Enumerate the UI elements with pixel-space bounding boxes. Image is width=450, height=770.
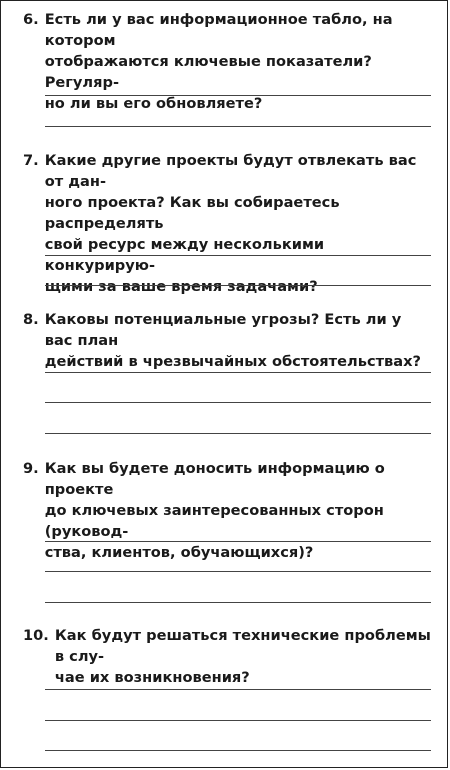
answer-line[interactable] bbox=[45, 750, 431, 751]
answer-line[interactable] bbox=[45, 126, 431, 127]
question-9-text bbox=[23, 458, 431, 563]
question-number: 7. bbox=[23, 152, 39, 169]
question-number: 9. bbox=[23, 460, 39, 477]
answer-line[interactable] bbox=[45, 689, 431, 690]
question-line: отображаются ключевые показатели? Регуляр- bbox=[44, 53, 372, 91]
answer-line[interactable] bbox=[45, 372, 431, 373]
answer-line[interactable] bbox=[45, 255, 431, 256]
question-line: Каковы потенциальные угрозы? Есть ли у вас план bbox=[44, 311, 402, 349]
question-line: Как вы будете доносить информацию о проекте bbox=[44, 460, 385, 498]
answer-line[interactable] bbox=[45, 602, 431, 603]
question-10-text bbox=[23, 625, 431, 688]
question-10 bbox=[23, 625, 431, 688]
question-6 bbox=[23, 9, 431, 114]
question-line: Есть ли у вас информационное табло, на котором bbox=[44, 11, 393, 49]
answer-line[interactable] bbox=[45, 433, 431, 434]
answer-line[interactable] bbox=[45, 720, 431, 721]
question-line: чае их возникновения? bbox=[54, 669, 250, 686]
answer-line[interactable] bbox=[45, 571, 431, 572]
question-8 bbox=[23, 309, 431, 372]
question-number: 6. bbox=[23, 11, 39, 28]
answer-line[interactable] bbox=[45, 541, 431, 542]
answer-line[interactable] bbox=[45, 402, 431, 403]
question-line: свой ресурс между несколькими конкурирую- bbox=[44, 236, 325, 274]
question-8-text bbox=[23, 309, 431, 372]
question-line: щими за ваше время задачами? bbox=[44, 278, 318, 295]
question-7-text bbox=[23, 150, 431, 297]
question-line: ства, клиентов, обучающихся)? bbox=[44, 544, 314, 561]
question-6-text bbox=[23, 9, 431, 114]
answer-line[interactable] bbox=[45, 95, 431, 96]
question-line: действий в чрезвычайных обстоятельствах? bbox=[44, 353, 422, 370]
answer-line[interactable] bbox=[45, 285, 431, 286]
question-line: Какие другие проекты будут отвлекать вас от дан- bbox=[44, 152, 417, 190]
question-line: до ключевых заинтересованных сторон (руковод- bbox=[44, 502, 384, 540]
question-number: 10. bbox=[23, 627, 49, 644]
question-number: 8. bbox=[23, 311, 39, 328]
question-7 bbox=[23, 150, 431, 297]
question-line: ного проекта? Как вы собираетесь распределять bbox=[44, 194, 340, 232]
question-9 bbox=[23, 458, 431, 563]
question-line: но ли вы его обновляете? bbox=[44, 95, 263, 112]
question-line: Как будут решаться технические проблемы в слу- bbox=[54, 627, 431, 665]
